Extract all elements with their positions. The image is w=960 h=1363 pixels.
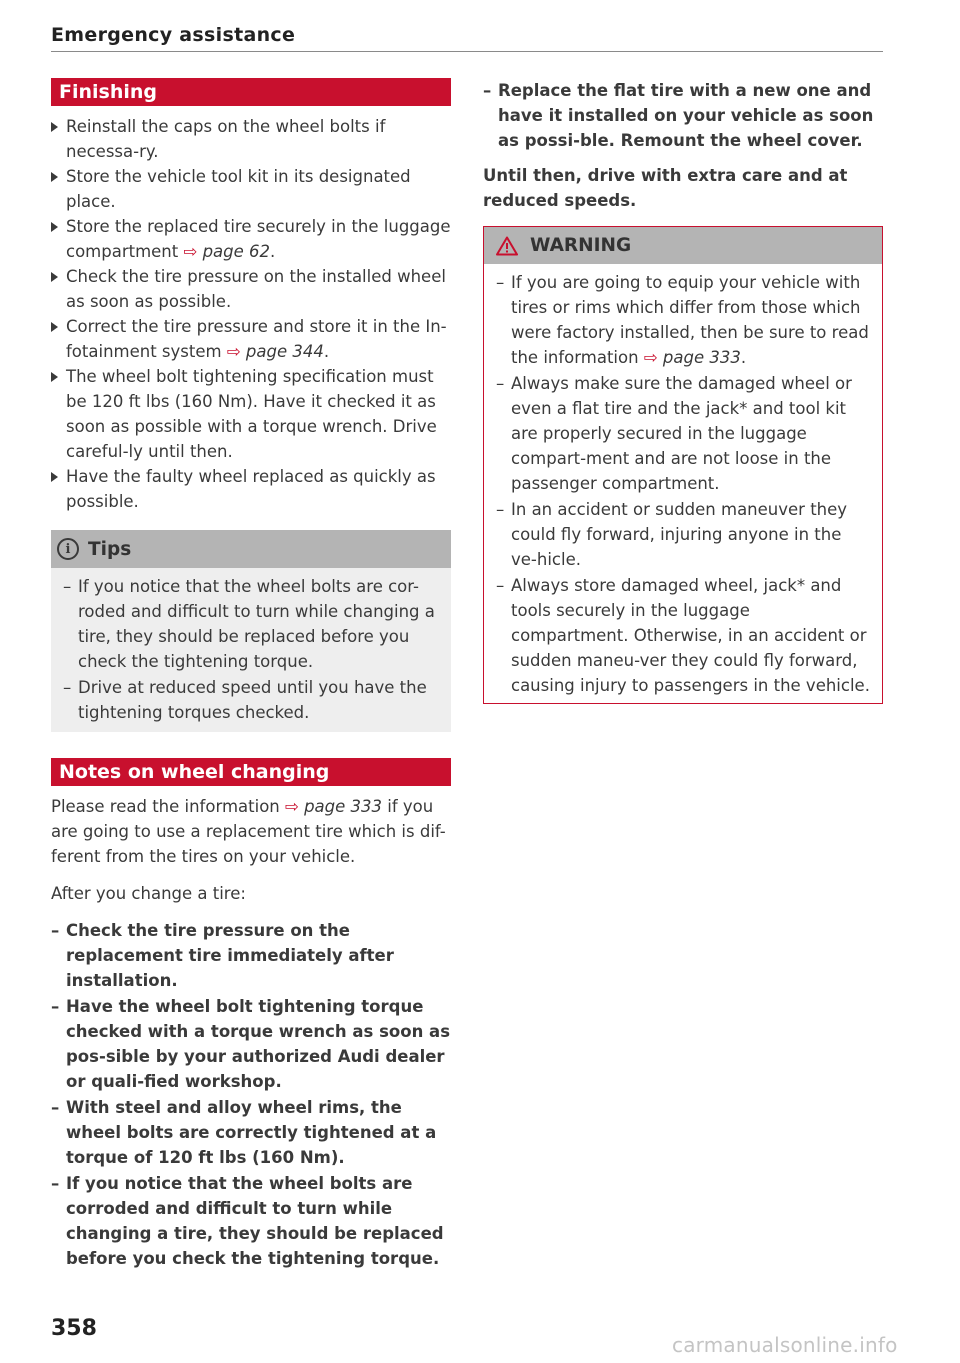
list-item: Correct the tire pressure and store it in the In-fotainment system ⇨ page 344. xyxy=(51,314,451,364)
list-item: Store the replaced tire securely in the luggage compartment ⇨ page 62. xyxy=(51,214,451,264)
step-arrow-icon xyxy=(51,472,58,482)
list-item: – Have the wheel bolt tightening torque checked with a torque wrench as soon as pos-sible by your authorized Audi dealer or quali-fied workshop. xyxy=(51,997,451,1091)
step-arrow-icon xyxy=(51,322,58,332)
list-item: – If you notice that the wheel bolts are cor-roded and difficult to turn while changing a tire, they should be replaced before you check the tightening torque. xyxy=(63,577,435,671)
page-reference-link[interactable]: ⇨ page 333 xyxy=(643,348,741,367)
list-item: – Drive at reduced speed until you have the tightening torques checked. xyxy=(63,678,427,722)
list-item: Check the tire pressure on the installed wheel as soon as possible. xyxy=(51,264,451,314)
right-items xyxy=(483,78,883,153)
page-number: 358 xyxy=(51,1316,97,1341)
page-reference-link[interactable]: ⇨ page 333 xyxy=(285,797,383,816)
finishing-steps xyxy=(51,114,451,514)
warning-header xyxy=(484,227,882,264)
info-icon: i xyxy=(57,538,79,560)
list-item: The wheel bolt tightening specification must be 120 ft lbs (160 Nm). Have it checked it as soon as possible with a torque wrench. Drive careful-ly until then. xyxy=(51,364,451,464)
page-reference-link[interactable]: ⇨ page 62 xyxy=(183,242,271,261)
list-item: – Check the tire pressure on the replacement tire immediately after installation. xyxy=(51,921,394,990)
step-arrow-icon xyxy=(51,122,58,132)
page-ref-arrow-icon: ⇨ xyxy=(226,342,241,361)
list-item: – In an accident or sudden maneuver they could fly forward, injuring anyone in the ve-hicle. xyxy=(496,500,848,569)
warning-box xyxy=(483,226,883,704)
page-ref-arrow-icon: ⇨ xyxy=(643,348,658,367)
tips-title: Tips xyxy=(88,538,132,560)
warning-triangle-icon xyxy=(496,236,518,256)
page-header-title: Emergency assistance xyxy=(51,24,296,46)
list-item: Store the vehicle tool kit in its designated place. xyxy=(51,164,451,214)
list-item: – With steel and alloy wheel rims, the wheel bolts are correctly tightened at a torque of 120 ft lbs (160 Nm). xyxy=(51,1098,437,1167)
list-item: Have the faulty wheel replaced as quickly as possible. xyxy=(51,464,451,514)
notes-heading: Notes on wheel changing xyxy=(51,758,451,786)
list-item: – Always make sure the damaged wheel or even a flat tire and the jack* and tool kit are properly secured in the luggage compart-ment and are not loose in the passenger compartment. xyxy=(496,374,852,493)
list-item: – Always store damaged wheel, jack* and tools securely in the luggage compartment. Otherwise, in an accident or sudden maneu-ver they could fly forward, causing injury to passengers in the vehicle. xyxy=(496,576,870,695)
list-item: – If you notice that the wheel bolts are corroded and difficult to turn while changing a tire, they should be replaced before you check the tightening torque. xyxy=(51,1174,444,1268)
right-column xyxy=(483,78,883,704)
list-item: – If you are going to equip your vehicle with tires or rims which differ from those which were factory installed, then be sure to read the information ⇨ page 333. xyxy=(496,273,869,367)
header-divider xyxy=(51,51,883,52)
step-arrow-icon xyxy=(51,272,58,282)
tips-header xyxy=(51,530,451,568)
notes-intro: Please read the information ⇨ page 333 if you are going to use a replacement tire which is dif-ferent from the tires on your vehicle. xyxy=(51,797,446,866)
notes-items xyxy=(51,918,451,1271)
step-arrow-icon xyxy=(51,222,58,232)
watermark-logo: carmanualsonline.info xyxy=(672,1333,898,1357)
left-column xyxy=(51,78,451,1272)
step-arrow-icon xyxy=(51,172,58,182)
warning-title: WARNING xyxy=(530,235,632,256)
list-item: Reinstall the caps on the wheel bolts if necessa-ry. xyxy=(51,114,451,164)
page-ref-arrow-icon: ⇨ xyxy=(285,797,299,816)
until-then-note: Until then, drive with extra care and at reduced speeds. xyxy=(483,166,848,210)
list-item: – Replace the flat tire with a new one and have it installed on your vehicle as soon as possi-ble. Remount the wheel cover. xyxy=(483,81,874,150)
tips-box xyxy=(51,530,451,732)
tips-body xyxy=(51,568,451,732)
page-ref-arrow-icon: ⇨ xyxy=(183,242,198,261)
page-reference-link[interactable]: ⇨ page 344 xyxy=(226,342,324,361)
finishing-heading: Finishing xyxy=(51,78,451,106)
notes-after-change: After you change a tire: xyxy=(51,884,246,903)
step-arrow-icon xyxy=(51,372,58,382)
warning-body xyxy=(484,264,882,703)
